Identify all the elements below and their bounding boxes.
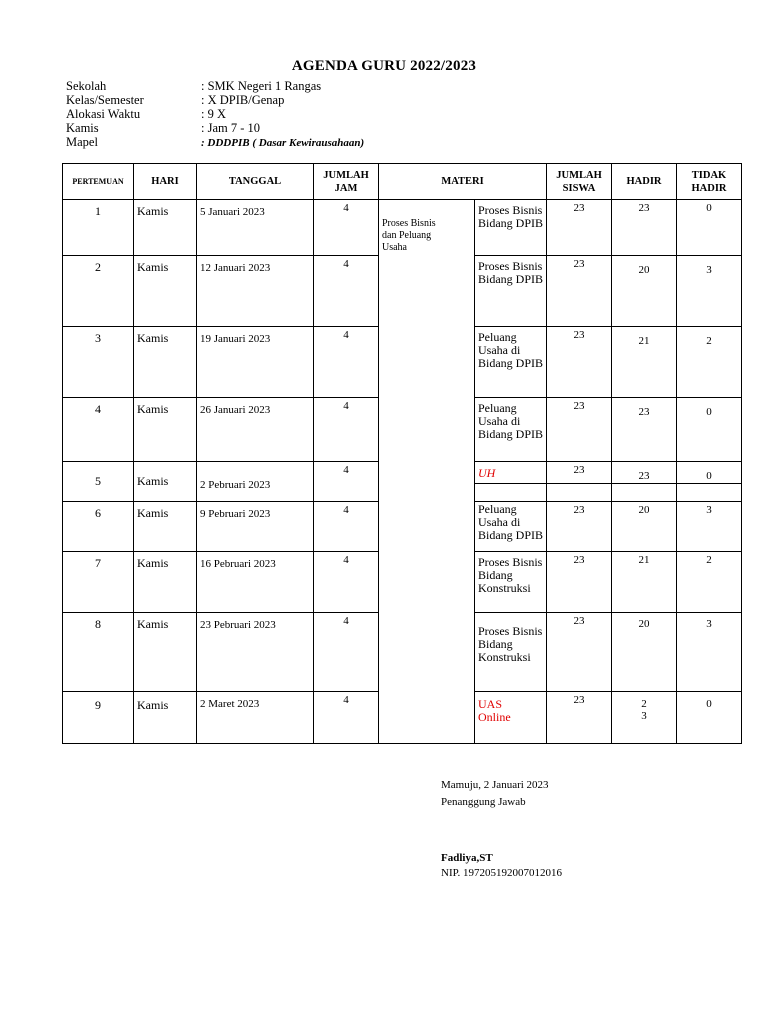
cell-materi: Peluang Usaha di Bidang DPIB (475, 327, 547, 398)
cell-hadir: 20 (612, 613, 677, 692)
info-value-mapel: : DDDPIB ( Dasar Kewirausahaan) (201, 137, 365, 149)
cell-siswa: 23 (547, 692, 612, 744)
signature-role: Penanggung Jawab (441, 796, 526, 808)
cell-materi: Proses Bisnis Bidang Konstruksi (475, 552, 547, 613)
cell-jam: 4 (314, 552, 379, 613)
cell-empty (475, 484, 547, 502)
cell-no: 4 (63, 398, 134, 462)
info-value-alokasi: : 9 X (201, 107, 226, 121)
agenda-table (62, 163, 742, 744)
cell-jam: 4 (314, 327, 379, 398)
cell-tanggal: 2 Pebruari 2023 (197, 462, 314, 502)
cell-materi: Proses Bisnis Bidang DPIB (475, 256, 547, 327)
cell-jam: 4 (314, 692, 379, 744)
cell-no: 9 (63, 692, 134, 744)
signature-name: Fadliya,ST (441, 852, 493, 864)
cell-materi: Proses Bisnis Bidang Konstruksi (475, 613, 547, 692)
signature-place-date: Mamuju, 2 Januari 2023 (441, 779, 549, 791)
cell-hadir: 21 (612, 327, 677, 398)
header-hadir: HADIR (612, 164, 677, 200)
header-tidak-hadir: TIDAK HADIR (677, 164, 742, 200)
info-label-sekolah: Sekolah (66, 79, 107, 93)
cell-materi-exam (475, 692, 547, 744)
cell-tidak-hadir: 2 (677, 327, 742, 398)
cell-tanggal: 2 Maret 2023 (197, 692, 314, 744)
info-value-jam: : Jam 7 - 10 (201, 121, 261, 135)
signature-nip: NIP. 197205192007012016 (441, 867, 563, 879)
cell-tanggal: 16 Pebruari 2023 (197, 552, 314, 613)
cell-hadir: 20 (612, 502, 677, 552)
cell-hari: Kamis (134, 256, 197, 327)
info-label-alokasi: Alokasi Waktu (66, 107, 141, 121)
table-header-row (63, 164, 742, 200)
cell-hadir: 23 (612, 398, 677, 462)
materi-group-label: Proses Bisnis dan Peluang Usaha (382, 218, 436, 253)
cell-materi-group (379, 200, 475, 744)
cell-siswa: 23 (547, 256, 612, 327)
header-materi: MATERI (379, 164, 547, 200)
cell-siswa: 23 (547, 398, 612, 462)
cell-hari: Kamis (134, 692, 197, 744)
cell-jam: 4 (314, 398, 379, 462)
cell-hari: Kamis (134, 613, 197, 692)
header-jumlah-jam: JUMLAH JAM (314, 164, 379, 200)
cell-hadir (612, 692, 677, 744)
cell-hadir: 20 (612, 256, 677, 327)
cell-tanggal: 9 Pebruari 2023 (197, 502, 314, 552)
cell-tidak-hadir: 3 (677, 502, 742, 552)
cell-materi: Proses Bisnis Bidang DPIB (475, 200, 547, 256)
cell-tidak-hadir: 3 (677, 613, 742, 692)
cell-no: 6 (63, 502, 134, 552)
cell-siswa: 23 (547, 462, 612, 484)
cell-no: 3 (63, 327, 134, 398)
cell-no: 5 (63, 462, 134, 502)
cell-tanggal: 19 Januari 2023 (197, 327, 314, 398)
cell-siswa: 23 (547, 502, 612, 552)
header-tanggal: TANGGAL (197, 164, 314, 200)
cell-jam: 4 (314, 256, 379, 327)
cell-hari: Kamis (134, 327, 197, 398)
cell-siswa: 23 (547, 552, 612, 613)
cell-hari: Kamis (134, 200, 197, 256)
cell-empty (677, 484, 742, 502)
info-label-hari: Kamis (66, 121, 99, 135)
cell-tidak-hadir: 3 (677, 256, 742, 327)
cell-hari: Kamis (134, 502, 197, 552)
cell-empty (547, 484, 612, 502)
cell-tanggal: 26 Januari 2023 (197, 398, 314, 462)
cell-tanggal: 12 Januari 2023 (197, 256, 314, 327)
cell-hari: Kamis (134, 462, 197, 502)
page-title: AGENDA GURU 2022/2023 (291, 58, 477, 74)
cell-materi-exam: UH (475, 462, 547, 484)
cell-no: 8 (63, 613, 134, 692)
cell-materi: Peluang Usaha di Bidang DPIB (475, 502, 547, 552)
cell-empty (612, 484, 677, 502)
info-label-kelas: Kelas/Semester (66, 93, 144, 107)
cell-tidak-hadir: 0 (677, 692, 742, 744)
cell-hari: Kamis (134, 398, 197, 462)
header-jumlah-siswa: JUMLAH SISWA (547, 164, 612, 200)
cell-siswa: 23 (547, 613, 612, 692)
cell-jam: 4 (314, 613, 379, 692)
header-hari: HARI (134, 164, 197, 200)
header-pertemuan: PERTEMUAN (63, 164, 134, 200)
cell-no: 2 (63, 256, 134, 327)
cell-tanggal: 23 Pebruari 2023 (197, 613, 314, 692)
cell-siswa: 23 (547, 200, 612, 256)
cell-hadir: 23 (612, 200, 677, 256)
table-row (63, 200, 742, 256)
cell-tanggal: 5 Januari 2023 (197, 200, 314, 256)
info-label-mapel: Mapel (66, 135, 98, 149)
materi-exam-label: UAS Online (478, 697, 511, 724)
cell-tidak-hadir: 0 (677, 200, 742, 256)
cell-no: 7 (63, 552, 134, 613)
cell-jam: 4 (314, 200, 379, 256)
cell-tidak-hadir: 0 (677, 462, 742, 484)
cell-hadir: 21 (612, 552, 677, 613)
cell-tidak-hadir: 0 (677, 398, 742, 462)
hadir-digit: 3 (641, 710, 647, 722)
cell-tidak-hadir: 2 (677, 552, 742, 613)
cell-hari: Kamis (134, 552, 197, 613)
info-value-sekolah: : SMK Negeri 1 Rangas (201, 79, 322, 93)
cell-no: 1 (63, 200, 134, 256)
cell-materi: Peluang Usaha di Bidang DPIB (475, 398, 547, 462)
hadir-digit: 2 (641, 698, 647, 710)
cell-jam: 4 (314, 462, 379, 502)
cell-hadir: 23 (612, 462, 677, 484)
cell-siswa: 23 (547, 327, 612, 398)
cell-jam: 4 (314, 502, 379, 552)
info-value-kelas: : X DPIB/Genap (201, 93, 285, 107)
